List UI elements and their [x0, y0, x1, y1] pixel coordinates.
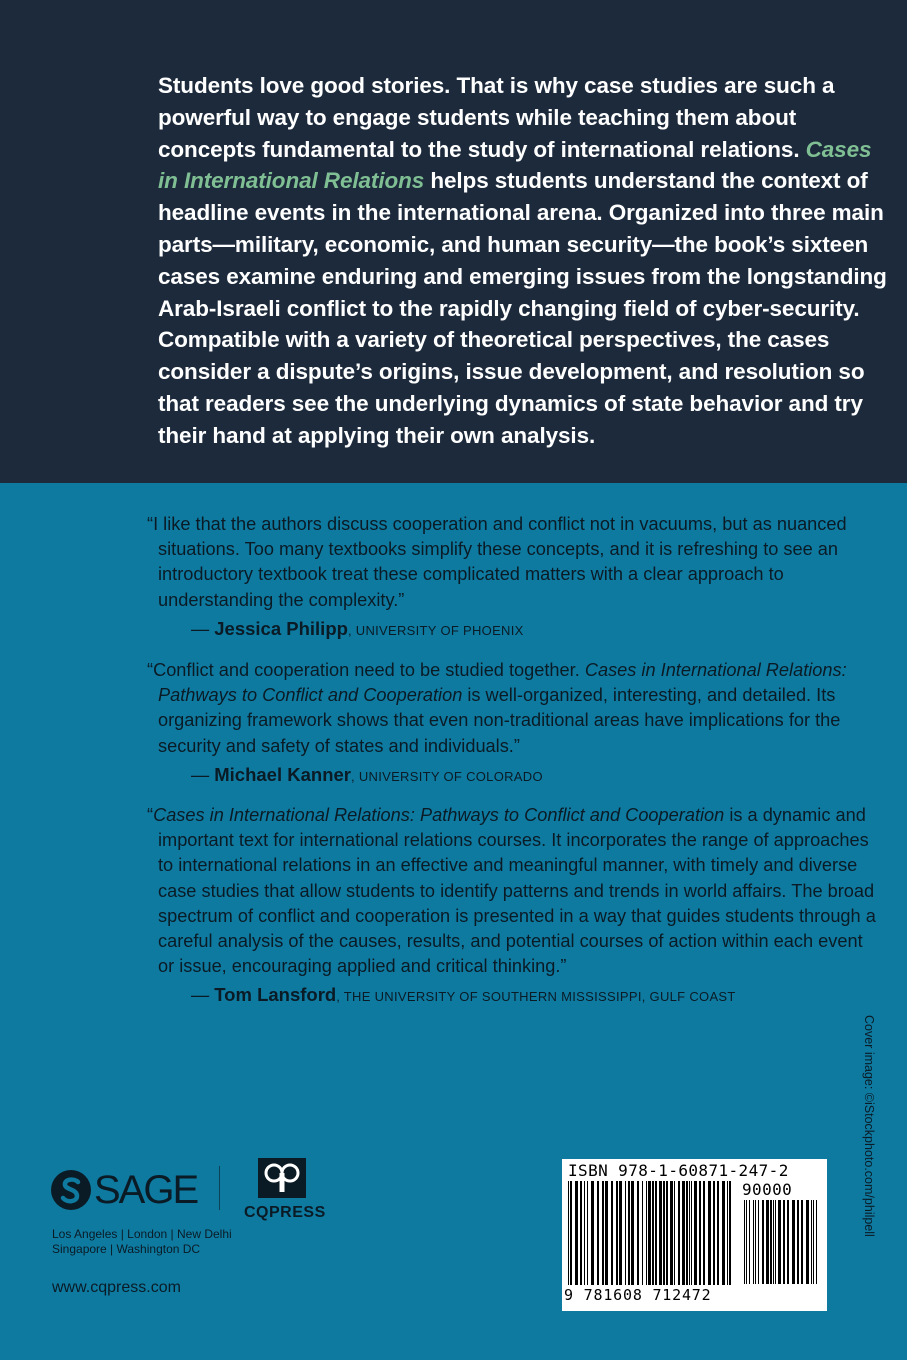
quote-2-affiliation: , UNIVERSITY OF COLORADO [351, 768, 543, 784]
barcode-bar [580, 1181, 582, 1285]
barcode-bar [766, 1200, 769, 1284]
barcode-bar [602, 1181, 604, 1285]
barcode-bar [646, 1181, 647, 1285]
sage-emblem-icon [50, 1169, 92, 1211]
quote-3-body: is a dynamic and important text for international relations courses. It incorporates the range of approaches to international relations in an effective and meaningful manner, with timely and diverse case studies that allow students to identify patterns and trends in world affairs. The broad spectrum of conflict and cooperation is presented in a way that guides students through a careful analysis of the causes, results, and potential courses of action within each event or issue, encouraging applied and critical thinking.” [158, 805, 876, 977]
barcode-bar [575, 1181, 578, 1285]
barcode-bar [678, 1181, 680, 1285]
barcode-bar [674, 1181, 675, 1285]
quote-1-open-mark: “ [147, 514, 154, 534]
barcode-bar [655, 1181, 657, 1285]
barcode-bar [691, 1181, 692, 1285]
barcode-bar [619, 1181, 622, 1285]
barcode-bar [806, 1200, 809, 1284]
barcode-bar [699, 1181, 701, 1285]
barcode-bar [816, 1200, 817, 1284]
blurb-part-2: helps students understand the context of headline events in the international arena. Organized into three main parts—military, economic, and human security—the book’s sixteen cases examine enduring and emerging issues from the longstanding Arab-Israeli conflict to the rapidly changing field of cyber-security. Compatible with a variety of theoretical perspectives, the cases consider a dispute’s origins, issue development, and resolution so that readers see the underlying dynamics of state behavior and try their hand at applying their own analysis. [158, 168, 887, 448]
barcode-bar [813, 1200, 814, 1284]
barcode-bar [729, 1181, 731, 1285]
barcode-bar [570, 1181, 572, 1285]
cq-press-wordmark: CQPRESS [244, 1204, 326, 1221]
isbn-number: ISBN 978-1-60871-247-2 [568, 1161, 789, 1180]
barcode-bar [783, 1200, 785, 1284]
barcode-bar [703, 1181, 705, 1285]
quote-3-open-mark: “ [147, 805, 154, 825]
locations-line-1: Los Angeles | London | New Delhi [52, 1227, 232, 1241]
barcode-bar [628, 1181, 630, 1285]
barcode-bar [762, 1200, 764, 1284]
ean-barcode-bars [566, 1181, 736, 1285]
quote-3-attribution [147, 982, 877, 1009]
barcode-bar [587, 1181, 588, 1285]
cover-image-credit: Cover image: ©iStockphoto.com/philpell [862, 1015, 876, 1237]
quote-1-attribution [147, 616, 877, 643]
barcode-bar [648, 1181, 651, 1285]
quote-2-attribution [147, 762, 877, 789]
barcode-bar [605, 1181, 608, 1285]
quote-3-affiliation: , THE UNIVERSITY OF SOUTHERN MISSISSIPPI, GULF COAST [336, 989, 736, 1005]
locations-line-2: Singapore | Washington DC [52, 1242, 201, 1256]
top-panel [0, 0, 907, 483]
logo-divider [219, 1166, 220, 1210]
barcode-bar [625, 1181, 626, 1285]
barcode-bar [753, 1200, 754, 1284]
isbn-barcode-block [562, 1159, 827, 1311]
barcode-bar [792, 1200, 795, 1284]
quote-2-open-mark: “ [147, 660, 154, 680]
quote-2-author: Michael Kanner [214, 763, 351, 785]
barcode-bar [775, 1200, 776, 1284]
endorsement-quote-1 [147, 512, 877, 643]
price-code: 90000 [742, 1180, 793, 1199]
quote-1-dash: — [191, 618, 215, 639]
barcode-bar [568, 1181, 569, 1285]
quote-1-affiliation: , UNIVERSITY OF PHOENIX [347, 622, 524, 638]
barcode-bar [811, 1200, 812, 1284]
barcode-bar [686, 1181, 688, 1285]
cq-press-emblem-icon [244, 1158, 320, 1198]
barcode-bar [663, 1181, 665, 1285]
quote-1-body: I like that the authors discuss cooperation and conflict not in vacuums, but as nuanced situations. Too many textbooks simplify these concepts, and it is refreshing to see an introductory textbook treat these complicated matters with a clear approach to understanding the complexity.” [153, 514, 847, 610]
barcode-bar [637, 1181, 639, 1285]
blurb-part-1: Students love good stories. That is why case studies are such a powerful way to engage students while teaching them about concepts fundamental to the study of international relations. [158, 73, 835, 162]
quote-2-body: is well-organized, interesting, and detailed. Its organizing framework shows that even non-traditional areas have implications for the security and safety of states and individuals.” [158, 685, 841, 756]
book-title-mention: Cases in International Relations [158, 136, 872, 194]
barcode-bar [631, 1181, 634, 1285]
barcode-digits: 9 781608 712472 [564, 1286, 712, 1304]
barcode-bar [597, 1181, 599, 1285]
quote-3-dash: — [191, 985, 215, 1006]
quote-1-author: Jessica Philipp [214, 617, 348, 639]
barcode-bar [773, 1200, 774, 1284]
barcode-bar [670, 1181, 673, 1285]
quote-2-lead: Conflict and cooperation need to be studied together. [153, 660, 585, 680]
barcode-bar [746, 1200, 747, 1284]
barcode-bar [787, 1200, 789, 1284]
quote-2-dash: — [191, 764, 215, 785]
barcode-bar [722, 1181, 725, 1285]
barcode-bar [616, 1181, 618, 1285]
publisher-website: www.cqpress.com [52, 1279, 181, 1296]
blurb-paragraph [158, 70, 888, 452]
quote-3-book-title: Cases in International Relations: Pathways to Conflict and Cooperation [153, 805, 725, 825]
barcode-bar [749, 1200, 750, 1284]
publisher-locations [52, 1227, 232, 1257]
barcode-bar [717, 1181, 719, 1285]
barcode-bar [694, 1181, 697, 1285]
barcode-bar [642, 1181, 643, 1285]
quote-2-book-title: Cases in International Relations: Pathways to Conflict and Cooperation [158, 660, 847, 706]
quote-1-text [147, 512, 877, 613]
sage-wordmark: SAGE [94, 1168, 198, 1212]
barcode-bar [584, 1181, 585, 1285]
barcode-bar [713, 1181, 715, 1285]
quote-2-text [147, 658, 877, 759]
barcode-bar [666, 1181, 668, 1285]
barcode-bar [755, 1200, 756, 1284]
barcode-bar [659, 1181, 662, 1285]
barcode-bar [611, 1181, 613, 1285]
sage-logo [50, 1168, 197, 1212]
barcode-bar [758, 1200, 759, 1284]
quote-3-author: Tom Lansford [214, 984, 337, 1006]
barcode-bar [591, 1181, 594, 1285]
barcode-bar [727, 1181, 728, 1285]
addon-barcode-bars [742, 1200, 822, 1284]
barcode-bar [744, 1200, 745, 1284]
barcode-bar [708, 1181, 711, 1285]
barcode-bar [689, 1181, 690, 1285]
endorsement-quote-2 [147, 658, 877, 789]
endorsement-quote-3 [147, 803, 877, 1010]
barcode-bar [770, 1200, 772, 1284]
cq-press-logo [244, 1158, 326, 1222]
quote-3-text [147, 803, 877, 979]
barcode-bar [778, 1200, 781, 1284]
barcode-bar [652, 1181, 654, 1285]
barcode-bar [801, 1200, 803, 1284]
barcode-bar [682, 1181, 685, 1285]
barcode-bar [797, 1200, 799, 1284]
